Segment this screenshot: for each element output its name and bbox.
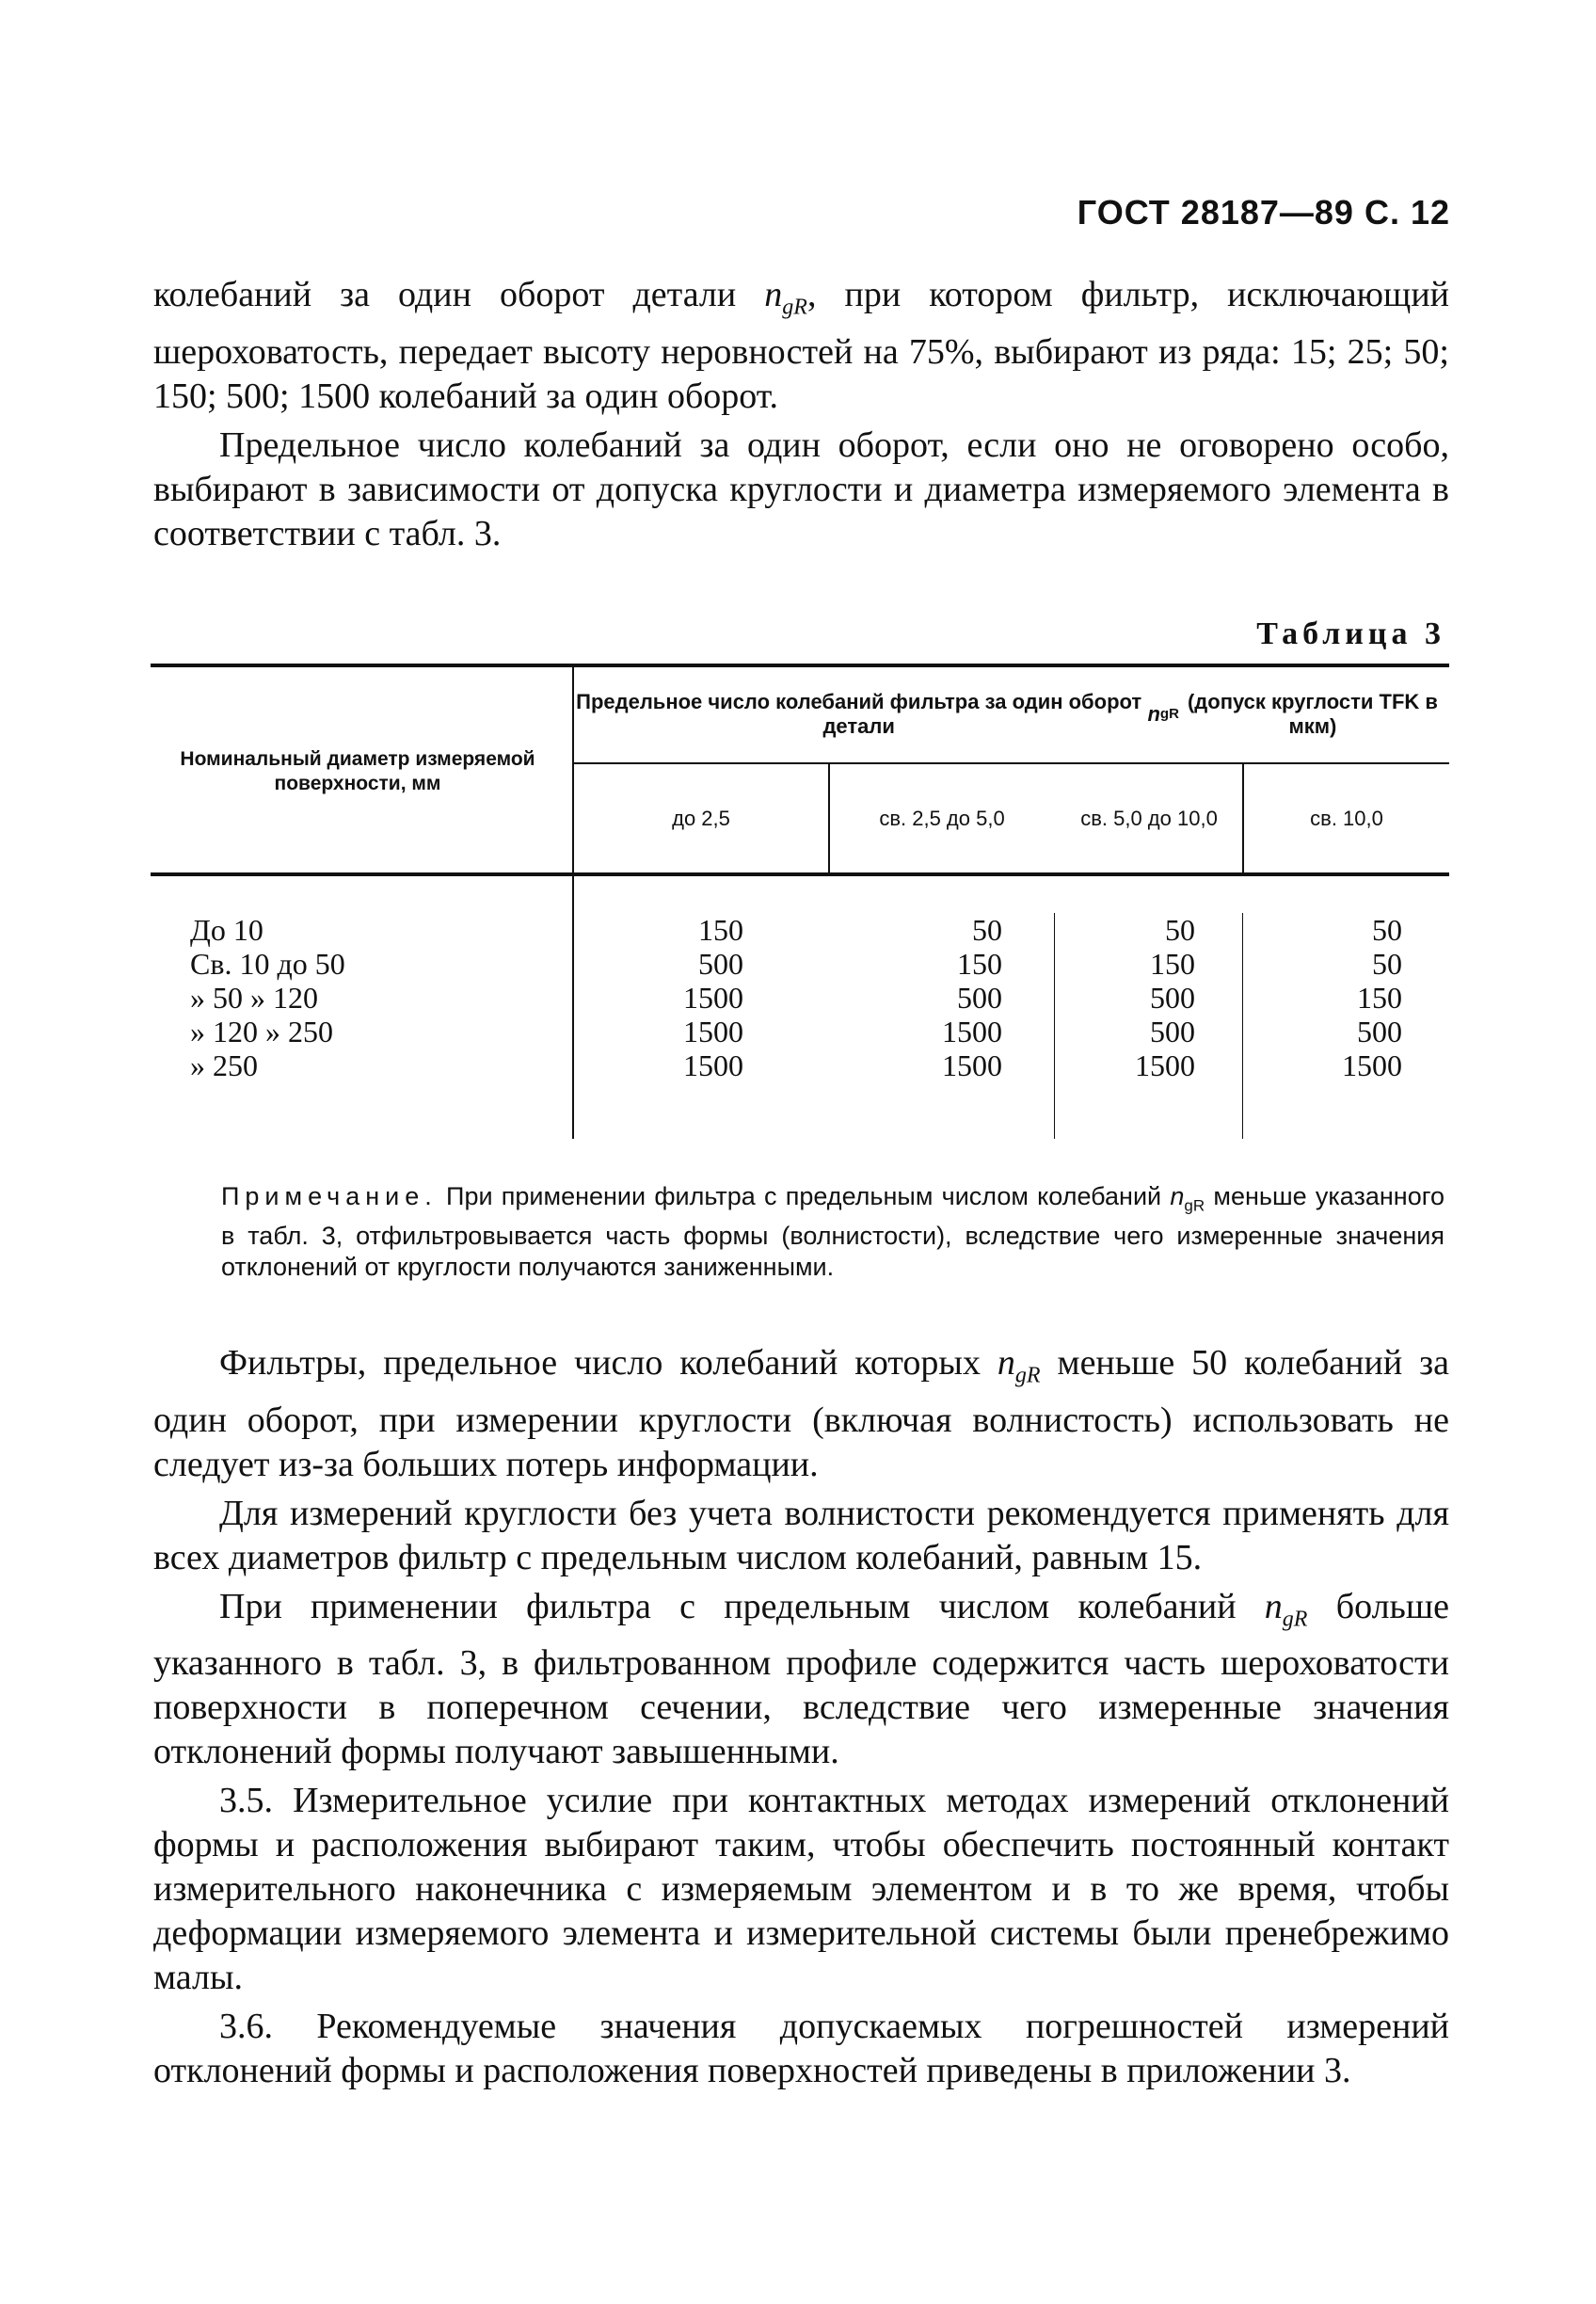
- intro-p1-sub: gR: [782, 295, 807, 320]
- main-text: [153, 1341, 1449, 2093]
- subheader-1: до 2,5: [672, 807, 730, 830]
- values-col-4: [1299, 913, 1402, 1082]
- table-caption: Таблица 3: [1256, 616, 1445, 651]
- subheader-4: св. 10,0: [1310, 807, 1383, 830]
- table-divider-3: [1242, 764, 1244, 872]
- row-labels: [190, 913, 345, 1082]
- cell-value: 500: [1357, 1015, 1402, 1048]
- cell-value: 150: [1150, 947, 1195, 981]
- main-p1-var: n: [997, 1343, 1015, 1383]
- table-group-rule: [574, 762, 1449, 764]
- main-p3-var: n: [1264, 1586, 1283, 1626]
- cell-value: 50: [1165, 913, 1195, 947]
- cell-value: 1500: [1342, 1048, 1402, 1082]
- cell-value: 1500: [683, 1048, 743, 1082]
- main-paragraph-5: 3.6. Рекомендуемые значения допускаемых погрешностей измерений отклонений формы и расположения поверхностей приведены в приложении 3.: [153, 2007, 1449, 2091]
- cell-value: 1500: [683, 981, 743, 1015]
- col-header-group-part2: (допуск круглости TFK в мкм): [1187, 690, 1438, 738]
- row-label: До 10: [190, 913, 263, 947]
- note-var: n: [1170, 1182, 1185, 1210]
- row-label: » 250: [190, 1048, 258, 1082]
- cell-value: 50: [1372, 947, 1402, 981]
- table-divider-1: [572, 664, 574, 1139]
- col-header-diameter: Номинальный диаметр измеряемой поверхности, мм: [180, 748, 535, 794]
- note-part1: При применении фильтра с предельным числом колебаний: [437, 1182, 1171, 1210]
- intro-p1-var: n: [764, 275, 783, 314]
- table-divider-4: [1054, 913, 1055, 1139]
- cell-value: 50: [1372, 913, 1402, 947]
- main-paragraph-2: Для измерений круглости без учета волнистости рекомендуется применять для всех диаметров фильтр с предельным числом колебаний, равным 15.: [153, 1493, 1449, 1577]
- main-paragraph-1: [153, 1341, 1449, 1487]
- main-p1-sub: gR: [1014, 1363, 1041, 1388]
- main-p1-part1: Фильтры, предельное число колебаний которых: [219, 1343, 998, 1383]
- cell-value: 50: [972, 913, 1002, 947]
- col-header-group-part1: Предельное число колебаний фильтра за один оборот детали: [576, 690, 1142, 738]
- cell-value: 1500: [1135, 1048, 1195, 1082]
- col-header-group-sub: gR: [1159, 706, 1179, 722]
- values-col-1: [640, 913, 743, 1082]
- table-top-rule: [151, 664, 1449, 667]
- main-p3-part1: При применении фильтра с предельным числом колебаний: [219, 1586, 1265, 1626]
- cell-value: 500: [957, 981, 1002, 1015]
- note-sub: gR: [1184, 1196, 1205, 1215]
- cell-value: 500: [698, 947, 743, 981]
- intro-paragraph-1: [153, 273, 1449, 419]
- table-divider-2: [828, 764, 830, 872]
- subheader-2: св. 2,5 до 5,0: [879, 807, 1005, 830]
- values-col-3: [1092, 913, 1195, 1082]
- row-label: » 50 » 120: [190, 981, 318, 1015]
- intro-text: [153, 273, 1449, 556]
- filter-table: [151, 664, 1449, 1139]
- main-paragraph-4: 3.5. Измерительное усилие при контактных методах измерений отклонений формы и расположения выбирают таким, чтобы обеспечить постоянный контакт измерительного наконечника с измеряемым элементом и в то же время, чтобы деформации измеряемого элемента и измерительной системы были пренебрежимо малы.: [153, 1781, 1449, 1998]
- page-header: ГОСТ 28187—89 С. 12: [1077, 193, 1450, 232]
- cell-value: 150: [957, 947, 1002, 981]
- main-paragraph-3: [153, 1585, 1449, 1775]
- cell-value: 1500: [942, 1048, 1002, 1082]
- intro-paragraph-2: Предельное число колебаний за один оборот, если оно не оговорено особо, выбирают в зависимости от допуска круглости и диаметра измеряемого элемента в соответствии с табл. 3.: [153, 424, 1449, 553]
- col-header-group: [576, 671, 1446, 758]
- cell-value: 500: [1150, 981, 1195, 1015]
- note-part2: меньше указанного в табл. 3, отфильтровывается часть формы (волнистости), вследствие чего измеренные значения отклонений от круглости получаются заниженными.: [221, 1182, 1444, 1282]
- row-label: Св. 10 до 50: [190, 947, 345, 981]
- intro-p1-part1: колебаний за один оборот детали: [153, 275, 765, 314]
- intro-p1-part2: , при котором фильтр, исключающий шероховатость, передает высоту неровностей на 75%, выбирают из ряда: 15; 25; 50; 150; 500; 1500 колебаний за один оборот.: [153, 275, 1449, 416]
- cell-value: 1500: [683, 1015, 743, 1048]
- cell-value: 1500: [942, 1015, 1002, 1048]
- col-header-group-var: n: [1147, 702, 1160, 726]
- cell-value: 150: [1357, 981, 1402, 1015]
- main-p1-part2: меньше 50 колебаний за один оборот, при измерении круглости (включая волнистость) использовать не следует из-за больших потерь информации.: [153, 1343, 1450, 1484]
- values-col-2: [885, 913, 1002, 1082]
- table-note: [221, 1181, 1444, 1283]
- cell-value: 150: [698, 913, 743, 947]
- main-p3-part2: больше указанного в табл. 3, в фильтрованном профиле содержится часть шероховатости поверхности в поперечном сечении, вследствие чего измеренные значения отклонений формы получают завышенными.: [153, 1586, 1449, 1772]
- note-label: Примечание.: [221, 1182, 438, 1210]
- table-header-rule: [151, 872, 1449, 876]
- main-p3-sub: gR: [1282, 1607, 1308, 1632]
- row-label: » 120 » 250: [190, 1015, 333, 1048]
- cell-value: 500: [1150, 1015, 1195, 1048]
- table-divider-5: [1242, 913, 1243, 1139]
- subheader-3: св. 5,0 до 10,0: [1080, 807, 1218, 830]
